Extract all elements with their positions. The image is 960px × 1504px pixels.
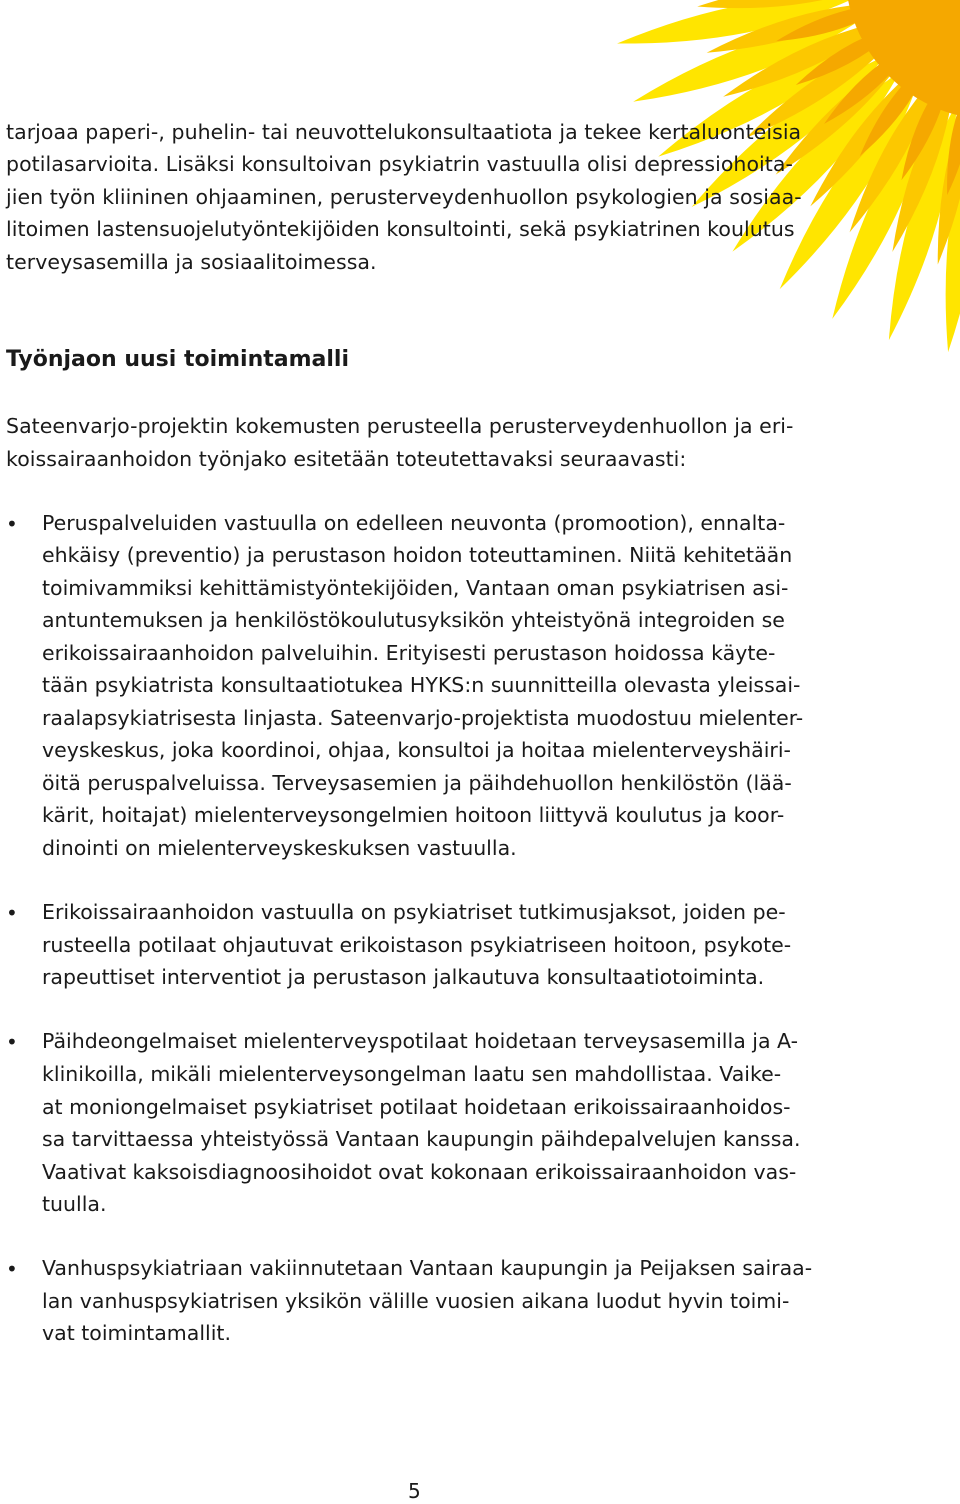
- bullet-icon: •: [6, 901, 18, 925]
- text-line: Sateenvarjo-projektin kokemusten perusteella perusterveydenhuollon ja eri-: [6, 414, 794, 438]
- text-line: tuulla.: [42, 1192, 107, 1216]
- text-line: vat toimintamallit.: [42, 1321, 231, 1345]
- text-line: lan vanhuspsykiatrisen yksikön välille vuosien aikana luodut hyvin toimi-: [42, 1289, 790, 1313]
- section-heading: Työnjaon uusi toimintamalli: [6, 347, 350, 372]
- text-line: öitä peruspalveluissa. Terveysasemien ja päihdehuollon henkilöstön (lää-: [42, 771, 792, 795]
- text-line: rusteella potilaat ohjautuvat erikoistason psykiatriseen hoitoon, psykote-: [42, 933, 792, 957]
- text-line: klinikoilla, mikäli mielenterveysongelman laatu sen mahdollistaa. Vaike-: [42, 1062, 782, 1086]
- page-number: 5: [408, 1479, 421, 1503]
- text-line: veyskeskus, joka koordinoi, ohjaa, konsultoi ja hoitaa mielenterveyshäiri-: [42, 738, 791, 762]
- text-line: at moniongelmaiset psykiatriset potilaat hoidetaan erikoissairaanhoidos-: [42, 1095, 791, 1119]
- text-line: Vanhuspsykiatriaan vakiinnutetaan Vantaan kaupungin ja Peijaksen sairaa-: [42, 1256, 813, 1280]
- text-line: sa tarvittaessa yhteistyössä Vantaan kaupungin päihdepalvelujen kanssa.: [42, 1127, 801, 1151]
- text-line: Päihdeongelmaiset mielenterveyspotilaat hoidetaan terveysasemilla ja A-: [42, 1029, 799, 1053]
- text-line: toimivammiksi kehittämistyöntekijöiden, Vantaan oman psykiatrisen asi-: [42, 576, 789, 600]
- text-line: dinointi on mielenterveyskeskuksen vastuulla.: [42, 836, 517, 860]
- bullet-icon: •: [6, 512, 18, 536]
- text-line: koissairaanhoidon työnjako esitetään toteutettavaksi seuraavasti:: [6, 447, 687, 471]
- text-line: terveysasemilla ja sosiaalitoimessa.: [6, 250, 377, 274]
- text-line: raalapsykiatrisesta linjasta. Sateenvarjo-projektista muodostuu mielenter-: [42, 706, 804, 730]
- text-line: Vaativat kaksoisdiagnoosihoidot ovat kokonaan erikoissairaanhoidon vas-: [42, 1160, 797, 1184]
- sunflower-icon: [600, 0, 960, 360]
- text-line: tään psykiatrista konsultaatiotukea HYKS:n suunnitteilla olevasta yleissai-: [42, 673, 801, 697]
- bullet-icon: •: [6, 1030, 18, 1054]
- text-line: tarjoaa paperi-, puhelin- tai neuvottelukonsultaatiota ja tekee kertaluonteisia: [6, 120, 802, 144]
- text-line: Erikoissairaanhoidon vastuulla on psykiatriset tutkimusjaksot, joiden pe-: [42, 900, 786, 924]
- text-line: antuntemuksen ja henkilöstökoulutusyksikön yhteistyönä integroiden se: [42, 608, 785, 632]
- text-line: jien työn kliininen ohjaaminen, perusterveydenhuollon psykologien ja sosiaa-: [6, 185, 802, 209]
- text-line: rapeuttiset interventiot ja perustason jalkautuva konsultaatiotoiminta.: [42, 965, 765, 989]
- text-line: erikoissairaanhoidon palveluihin. Erityisesti perustason hoidossa käyte-: [42, 641, 776, 665]
- text-line: Peruspalveluiden vastuulla on edelleen neuvonta (promootion), ennalta-: [42, 511, 786, 535]
- bullet-icon: •: [6, 1257, 18, 1281]
- text-line: kärit, hoitajat) mielenterveysongelmien hoitoon liittyvä koulutus ja koor-: [42, 803, 785, 827]
- text-line: ehkäisy (preventio) ja perustason hoidon toteuttaminen. Niitä kehitetään: [42, 543, 793, 567]
- text-line: potilasarvioita. Lisäksi konsultoivan psykiatrin vastuulla olisi depressiohoita-: [6, 152, 793, 176]
- text-line: litoimen lastensuojelutyöntekijöiden konsultointi, sekä psykiatrinen koulutus: [6, 217, 795, 241]
